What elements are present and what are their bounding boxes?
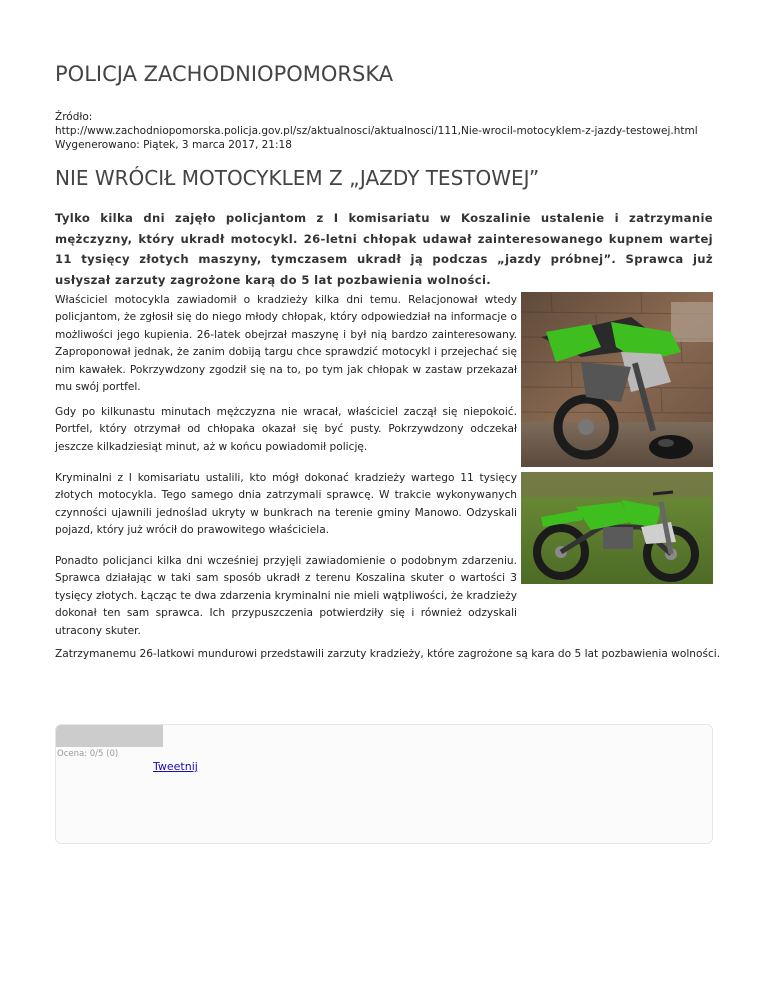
article-paragraph: Właściciel motocykla zawiadomił o kradzieży kilka dni temu. Relacjonował wtedy policjantom, że zgłosił się do niego młody chłopak, który odpowiedział na informacje o możliwości jego kupienia. 26-latek obejrzał maszynę i był nią bardzo zainteresowany. Zaproponował jednak, że zanim dobiją targu chce sprawdzić motocykl i przejechać się nim kawałek. Pokrzywdzony zgodził się na to, po tym jak chłopak w zastaw przekazał mu swój portfel.	[55, 294, 517, 394]
rating-stars[interactable]	[56, 725, 163, 747]
source-meta	[55, 110, 755, 152]
rating-panel	[55, 724, 713, 844]
article-lead: Tylko kilka dni zajęło policjantom z I komisariatu w Koszalinie ustalenie i zatrzymanie mężczyzny, który ukradł motocykl. 26-letni chłopak udawał zainteresowanego kupnem wartej 11 tysięcy złotych maszyny, tymczasem ukradł ją podczas „jazdy próbnej”. Sprawca już usłyszał zarzuty zagrożone karą do 5 lat pozbawienia wolności.	[55, 211, 713, 287]
tweet-link[interactable]: Tweetnij	[153, 760, 198, 773]
motorcycle-photo-1	[521, 292, 713, 467]
article-paragraph: Ponadto policjanci kilka dni wcześniej przyjęli zawiadomienie o podobnym zdarzeniu. Sprawca działając w taki sam sposób ukradł z terenu Koszalina skuter o wartości 3 tysięcy złotych. Łącząc te dwa zdarzenia kryminalni nie mieli wątpliwości, że kradzieży dokonał ten sam sprawca. Ich przypuszczenia potwierdziły się i również odzyskali utracony skuter.	[55, 555, 517, 637]
rating-score: Ocena: 0/5 (0)	[57, 749, 119, 759]
generated-date: Wygenerowano: Piątek, 3 marca 2017, 21:18	[55, 139, 292, 151]
motorcycle-photo-2	[521, 472, 713, 584]
article-paragraph: Gdy po kilkunastu minutach mężczyzna nie wracał, właściciel zaczął się niepokoić. Portfel, który otrzymał od chłopaka okazał się być pusty. Pokrzywdzony odczekał jeszcze kilkadziesiąt minut, aż w końcu powiadomił policję.	[55, 406, 517, 453]
article-title: NIE WRÓCIŁ MOTOCYKLEM Z „JAZDY TESTOWEJ”	[55, 166, 540, 190]
article-paragraph: Zatrzymanemu 26-latkowi mundurowi przedstawili zarzuty kradzieży, które zagrożone są kara do 5 lat pozbawienia wolności.	[55, 648, 721, 660]
source-label: Źródło:	[55, 111, 93, 123]
site-title: POLICJA ZACHODNIOPOMORSKA	[55, 62, 394, 86]
source-url: http://www.zachodniopomorska.policja.gov.pl/sz/aktualnosci/aktualnosci/111,Nie-wrocil-motocyklem-z-jazdy-testowej.html	[55, 125, 698, 137]
article-paragraph: Kryminalni z I komisariatu ustalili, kto mógł dokonać kradzieży wartego 11 tysięcy złotych motocykla. Tego samego dnia zatrzymali sprawcę. W trakcie wykonywanych czynności ujawnili jednoślad ukryty w bunkrach na terenie gminy Manowo. Odzyskali pojazd, który już wrócił do prawowitego właściciela.	[55, 472, 517, 537]
